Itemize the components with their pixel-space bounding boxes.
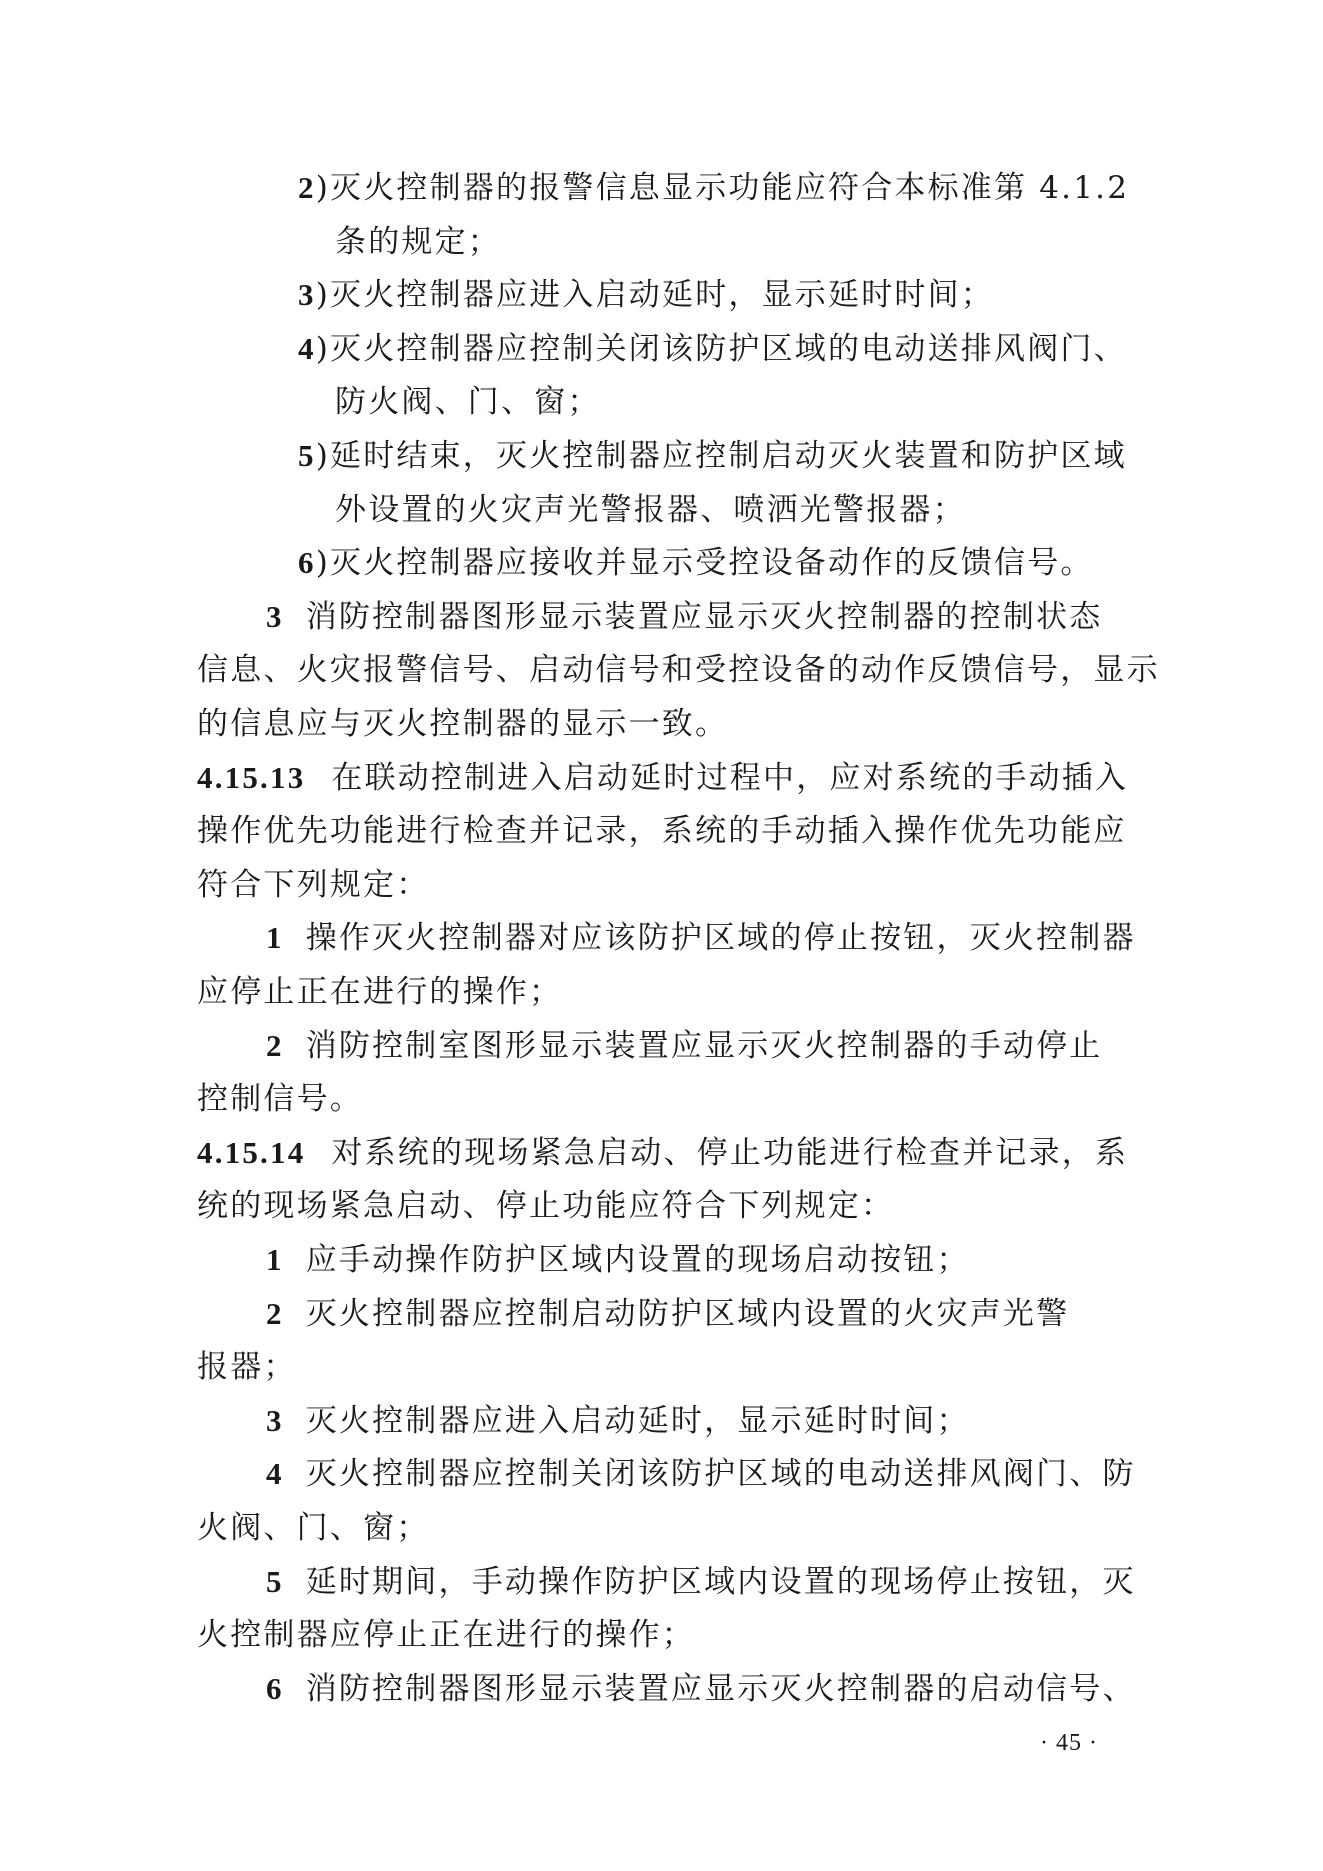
item-text: )灭火控制器应接收并显示受控设备动作的反馈信号。: [315, 545, 1094, 581]
item-text: 灭火控制器应控制启动防护区域内设置的火灾声光警: [305, 1296, 1070, 1332]
item-number: 4: [266, 1456, 284, 1491]
item-text: 延时期间，手动操作防护区域内设置的现场停止按钮，灭: [305, 1564, 1136, 1600]
item-number: 1: [266, 920, 284, 955]
item-line: [298, 168, 1129, 208]
item-text: )灭火控制器的报警信息显示功能应符合本标准第 4.1.2: [315, 170, 1130, 206]
item-text: 应手动操作防护区域内设置的现场启动按钮；: [305, 1242, 970, 1278]
continuation-line: [197, 865, 429, 905]
continuation-line: [197, 811, 1127, 851]
item-number: 6: [298, 545, 316, 580]
line-text: 防火阀、门、窗；: [335, 384, 601, 420]
continuation-line: [197, 1615, 695, 1655]
continuation-line: [197, 972, 562, 1012]
continuation-line: [197, 1186, 894, 1226]
item-text: 灭火控制器应进入启动延时，显示延时时间；: [305, 1403, 970, 1439]
clause-line: [197, 1133, 1128, 1173]
line-text: 信息、火灾报警信号、启动信号和受控设备的动作反馈信号，显示: [197, 652, 1160, 688]
item-text: 消防控制器图形显示装置应显示灭火控制器的控制状态: [305, 599, 1103, 635]
item-line: [298, 329, 1127, 369]
continuation-line: [197, 1508, 429, 1548]
item-line: [266, 1401, 970, 1441]
clause-line: [197, 758, 1128, 798]
clause-number: 4.15.14: [197, 1135, 306, 1170]
item-number: 2: [298, 170, 316, 205]
continuation-line: [197, 1347, 297, 1387]
item-number: 3: [266, 599, 284, 634]
line-text: 外设置的火灾声光警报器、喷洒光警报器；: [335, 492, 966, 528]
line-text: 控制信号。: [197, 1081, 363, 1117]
item-number: 2: [266, 1296, 284, 1331]
item-text: )灭火控制器应控制关闭该防护区域的电动送排风阀门、: [315, 331, 1127, 367]
item-number: 1: [266, 1242, 284, 1277]
item-line: [266, 918, 1136, 958]
line-text: 报器；: [197, 1349, 297, 1385]
continuation-line: [197, 1079, 363, 1119]
continuation-line: [335, 490, 966, 530]
item-line: [266, 1294, 1069, 1334]
item-number: 5: [298, 438, 316, 473]
line-text: 火阀、门、窗；: [197, 1510, 430, 1546]
line-text: 操作优先功能进行检查并记录，系统的手动插入操作优先功能应: [197, 813, 1127, 849]
line-text: 应停止正在进行的操作；: [197, 974, 563, 1010]
continuation-line: [197, 650, 1160, 690]
clause-text: 对系统的现场紧急启动、停止功能进行检查并记录，系: [331, 1135, 1129, 1171]
item-line: [266, 1562, 1136, 1602]
item-line: [266, 1026, 1103, 1066]
item-number: 5: [266, 1564, 284, 1599]
item-line: [266, 597, 1103, 637]
item-line: [266, 1669, 1136, 1709]
item-number: 6: [266, 1671, 284, 1706]
item-number: 3: [266, 1403, 284, 1438]
clause-number: 4.15.13: [197, 760, 306, 795]
item-text: 操作灭火控制器对应该防护区域的停止按钮，灭火控制器: [305, 920, 1136, 956]
item-line: [298, 275, 994, 315]
item-line: [298, 543, 1094, 583]
item-text: )灭火控制器应进入启动延时，显示延时时间；: [315, 277, 994, 313]
item-text: 消防控制室图形显示装置应显示灭火控制器的手动停止: [305, 1028, 1103, 1064]
item-line: [298, 436, 1127, 476]
item-text: )延时结束，灭火控制器应控制启动灭火装置和防护区域: [315, 438, 1127, 474]
continuation-line: [197, 704, 728, 744]
clause-text: 在联动控制进入启动延时过程中，应对系统的手动插入: [331, 760, 1129, 796]
item-number: 2: [266, 1028, 284, 1063]
page-number: · 45 ·: [1040, 1730, 1098, 1756]
continuation-line: [335, 222, 501, 262]
line-text: 的信息应与灭火控制器的显示一致。: [197, 706, 729, 742]
line-text: 条的规定；: [335, 224, 501, 260]
item-text: 灭火控制器应控制关闭该防护区域的电动送排风阀门、防: [305, 1456, 1136, 1492]
item-text: 消防控制器图形显示装置应显示灭火控制器的启动信号、: [305, 1671, 1136, 1707]
line-text: 符合下列规定：: [197, 867, 430, 903]
continuation-line: [335, 382, 601, 422]
item-line: [266, 1454, 1136, 1494]
item-number: 3: [298, 277, 316, 312]
item-number: 4: [298, 331, 316, 366]
line-text: 统的现场紧急启动、停止功能应符合下列规定：: [197, 1188, 895, 1224]
item-line: [266, 1240, 970, 1280]
line-text: 火控制器应停止正在进行的操作；: [197, 1617, 695, 1653]
